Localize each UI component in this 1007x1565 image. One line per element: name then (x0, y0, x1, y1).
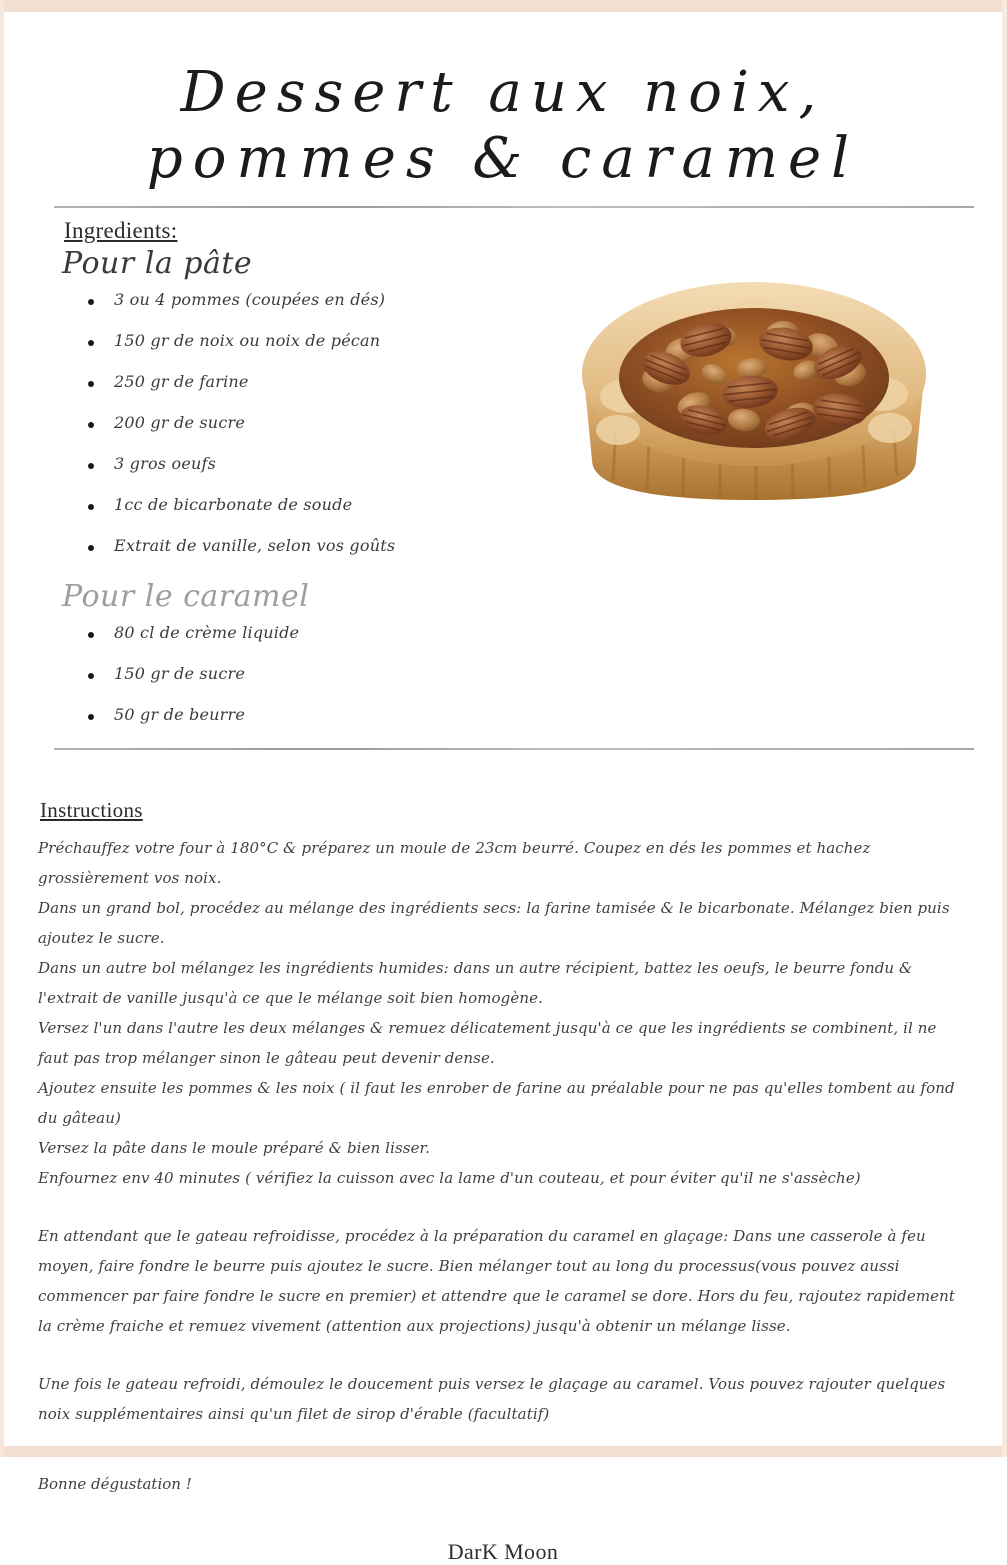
ingredients-section (4, 208, 1002, 723)
ingredients-heading: Ingredients: (64, 218, 178, 244)
ingredients-group-1-list (60, 625, 474, 723)
title-text-2: pommes & caramel (146, 126, 860, 192)
ingredient-item: 1cc de bicarbonate de soude (82, 497, 474, 513)
page-edge-right (1002, 0, 1007, 1457)
instruction-step: Dans un grand bol, procédez au mélange des ingrédients secs: la farine tamisée & le bicarbonate. Mélangez bien puis ajoutez le sucre. (38, 899, 950, 948)
paragraph-gap (38, 1193, 968, 1221)
instruction-step: Dans un autre bol mélangez les ingrédients humides: dans un autre récipient, battez les oeufs, le beurre fondu & l'extrait de vanille jusqu'à ce que le mélange soit bien homogène. (38, 959, 913, 1008)
pecan-pie-icon (554, 228, 954, 538)
recipe-sheet (4, 12, 1002, 1565)
ingredients-column (4, 218, 474, 723)
instruction-step: Versez l'un dans l'autre les deux mélanges & remuez délicatement jusqu'à ce que les ingrédients se combinent, il ne faut pas trop mélanger sinon le gâteau peut devenir dense. (38, 1019, 937, 1068)
ingredient-item: 250 gr de farine (82, 374, 474, 390)
ingredients-group-0-subheading: Pour la pâte (62, 246, 253, 282)
ingredient-item: 50 gr de beurre (82, 707, 474, 723)
instruction-paragraph-finish: Une fois le gateau refroidi, démoulez le doucement puis versez le glaçage au caramel. Vous pouvez rajouter quelques noix supplémentaires ainsi qu'un filet de sirop d'érable (facultatif) (38, 1375, 946, 1424)
footer-brand: DarK Moon (447, 1539, 559, 1565)
ingredient-item: 150 gr de sucre (82, 666, 474, 682)
ingredient-item: 80 cl de crème liquide (82, 625, 474, 641)
instruction-paragraph-caramel: En attendant que le gateau refroidisse, procédez à la préparation du caramel en glaçage: Dans une casserole à feu moyen, faire fondre le beurre puis ajoutez le sucre. Bien mélanger tout au long du processus(vous pouvez aussi commencer par faire fondre le sucre en premier) et attendre que le caramel se dore. Hors du feu, rajoutez rapidement la crème fraiche et remuez vivement (attention aux projections) jusqu'à obtenir un mélange lisse. (38, 1227, 956, 1336)
ingredients-group-0-list (60, 292, 474, 554)
pecan-pie-illustration (554, 228, 954, 538)
ingredient-item: 150 gr de noix ou noix de pécan (82, 333, 474, 349)
title-line-1 (4, 60, 1002, 126)
page-edge-top (0, 0, 1007, 12)
title-line-2 (4, 126, 1002, 192)
instruction-step: Ajoutez ensuite les pommes & les noix ( il faut les enrober de farine au préalable pour ne pas qu'elles tombent au fond du gâteau) (38, 1079, 955, 1128)
ingredient-item: 200 gr de sucre (82, 415, 474, 431)
ingredient-item: 3 ou 4 pommes (coupées en dés) (82, 292, 474, 308)
title-text-1: Dessert aux noix, (180, 60, 826, 125)
closing-note: Bonne dégustation ! (38, 1475, 192, 1494)
closing-gap (38, 1429, 968, 1475)
instruction-step: Préchauffez votre four à 180°C & préparez un moule de 23cm beurré. Coupez en dés les pommes et hachez grossièrement vos noix. (38, 839, 871, 888)
instructions-heading: Instructions (40, 798, 143, 823)
paragraph-gap (38, 1341, 968, 1369)
instructions-section (4, 750, 1002, 1475)
instruction-step: Enfournez env 40 minutes ( vérifiez la cuisson avec la lame d'un couteau, et pour éviter qu'il ne s'assèche) (38, 1169, 861, 1188)
recipe-title (4, 12, 1002, 192)
ingredients-group-1-subheading: Pour le caramel (62, 579, 310, 615)
ingredient-item: 3 gros oeufs (82, 456, 474, 472)
instruction-step: Versez la pâte dans le moule préparé & bien lisser. (38, 1139, 431, 1158)
ingredient-item: Extrait de vanille, selon vos goûts (82, 538, 474, 554)
